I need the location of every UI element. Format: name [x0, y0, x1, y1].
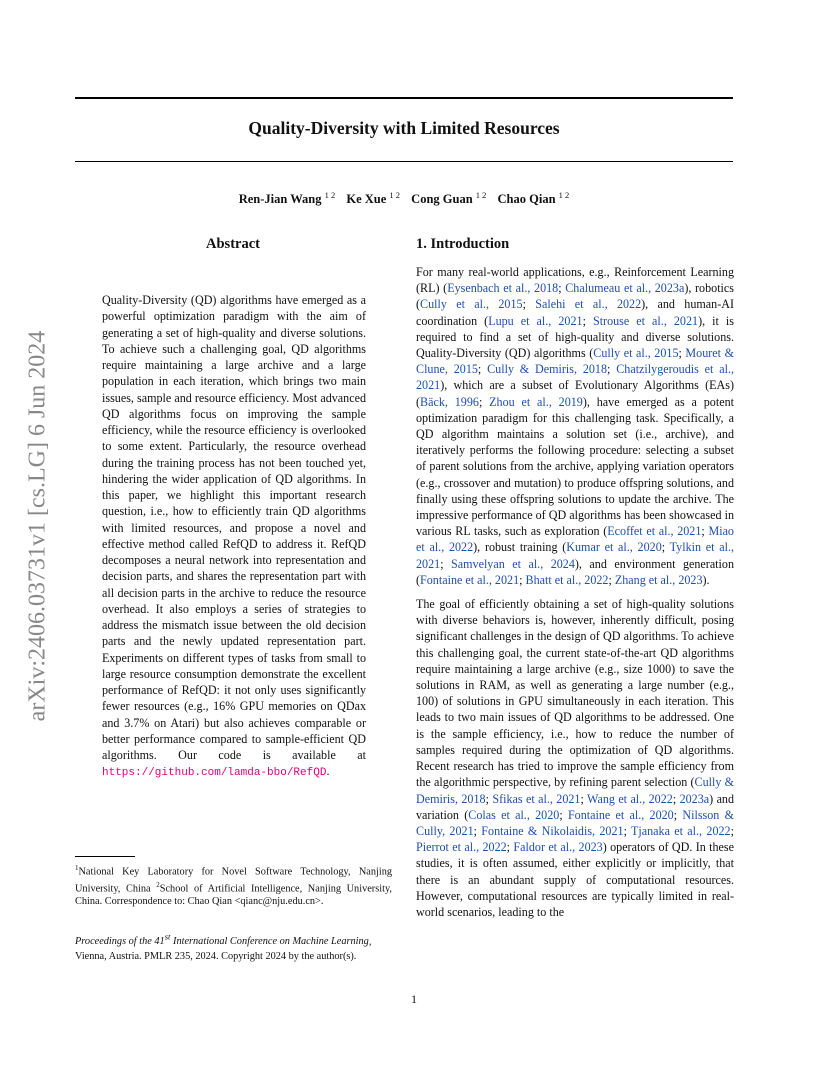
citation-link[interactable]: Nilsson & Cully, 2021 [416, 807, 734, 838]
introduction-heading: 1. Introduction [416, 236, 510, 252]
body-text: ; [608, 572, 615, 587]
body-text: ; [673, 807, 683, 822]
body-text: ; [582, 313, 593, 328]
citation-link[interactable]: Cully & Demiris, 2018 [487, 362, 608, 377]
citation-link[interactable]: Ecoffet et al., 2021 [607, 524, 702, 539]
citation-link[interactable]: Faldor et al., 2023 [513, 840, 603, 855]
body-text: ; [485, 791, 493, 806]
body-text: ), robotics ( [416, 281, 734, 312]
citation-link[interactable]: Cully & Demiris, 2018 [416, 775, 735, 806]
author: Chao Qian $^{1 2}$ [497, 190, 570, 207]
paper-title: Quality-Diversity with Limited Resources [248, 118, 560, 138]
citation-link[interactable]: Zhang et al., 2023 [614, 572, 703, 587]
body-text: ; [440, 556, 452, 571]
body-text: ; [478, 394, 490, 409]
title-bottom-rule [75, 161, 733, 162]
citation-link[interactable]: Colas et al., 2020 [468, 807, 560, 822]
citation-link[interactable]: Eysenbach et al., 2018 [447, 281, 559, 296]
citation-link[interactable]: Strouse et al., 2021 [592, 313, 699, 328]
citation-link[interactable]: 2023a [679, 791, 710, 806]
body-text: ). [702, 572, 710, 587]
body-text: ; [672, 791, 680, 806]
body-text: ; [558, 281, 566, 296]
citation-link[interactable]: Bhatt et al., 2022 [525, 572, 609, 587]
citation-link[interactable]: Tjanaka et al., 2022 [631, 823, 731, 838]
citation-link[interactable]: Fontaine et al., 2021 [420, 572, 520, 587]
affiliation-footnote: $^1$National Key Laboratory for Novel Software Technology, Nanjing University, China $^2$School of Artificial Intelligence, Nanjing University, China. Correspondence to: Chao Qian <qianc@nju.edu.cn>. [75, 864, 392, 908]
code-url-link[interactable]: https://github.com/lamda-bbo/RefQD [102, 767, 327, 780]
citation-link[interactable]: Chalumeau et al., 2023a [565, 281, 685, 296]
citation-link[interactable]: Kumar et al., 2020 [566, 540, 662, 555]
body-text: ; [477, 362, 488, 377]
body-text: ; [522, 297, 536, 312]
body-text: ; [623, 823, 632, 838]
citation-link[interactable]: Zhou et al., 2019 [489, 394, 583, 409]
footnote-rule [75, 856, 135, 857]
citation-link[interactable]: Tylkin et al., 2021 [416, 540, 734, 571]
body-text: ; [580, 791, 588, 806]
citation-link[interactable]: Fontaine et al., 2020 [567, 807, 674, 822]
abstract-body: Quality-Diversity (QD) algorithms have emerged as a powerful optimization paradigm with the aim of generating a set of high-quality and diverse solutions. To achieve such a challenging goal, QD algorithms require maintaining a large archive and a large population in each iteration, which brings two main issues, sample and resource efficiency. Most advanced QD algorithms focus on improving the sample efficiency, while the resource efficiency is overlooked to some extent. Particularly, the resource overhead during the training process has not been touched yet, hindering the wider application of QD algorithms. In this paper, we highlight this important research question, i.e., how to efficiently train QD algorithms with limited resources, and propose a novel and effective method called RefQD to address it. RefQD decomposes a neural network into representation and decision parts, and shares the representation part with all decision parts in the archive to reduce the resource overhead. It also employs a series of strategies to address the mismatch issue between the old decision parts and the newly updated representation part. Experiments on different types of tasks from small to large resource consumption demonstrate the excellent performance of RefQD: it not only uses significantly fewer resources (e.g., 16% GPU memories on QDax and 3.7% on Atari) but also achieves comparable or better performance compared to sample-efficient QD algorithms. Our code is available at https://github.com/lamda-bbo/RefQD. [102, 293, 366, 780]
citation-link[interactable]: Fontaine & Nikolaidis, 2021 [481, 823, 624, 838]
author-list [75, 190, 733, 207]
author: Ren-Jian Wang $^{1 2}$ [238, 190, 336, 207]
body-text: The goal of efficiently obtaining a set of high-quality solutions with diverse behaviors is, however, inherently difficult, posing significant challenges in the design of QD algorithms. To achieve this challenging goal, the current state-of-the-art QD algorithms require maintaining a large archive (e.g., size 1000) to save the solutions in RAM, as well as generating a large number (e.g., 100) of solutions in GPU simultaneously in each iteration. This leads to two main issues of QD algorithms to be addressed. One is the sample efficiency, i.e., how to reduce the number of samples required during the optimization of QD algorithms. Recent research has tried to improve the sample efficiency from the algorithmic perspective, by refining parent selection ( [416, 597, 734, 790]
citation-link[interactable]: Lupu et al., 2021 [488, 313, 583, 328]
body-text: ) operators of QD. In these studies, it is often assumed, either explicitly or implicitly, that there is an abundant supply of computational resources. However, computational resources are typically limited in real-world scenarios, leading to the [416, 840, 734, 919]
body-text: ), and environment generation ( [416, 556, 734, 587]
intro-paragraph-2 [416, 596, 734, 920]
body-text: ), and human-AI coordination ( [416, 297, 734, 328]
body-text: ; [678, 346, 686, 361]
author: Cong Guan $^{1 2}$ [411, 190, 487, 207]
body-text: ; [607, 362, 617, 377]
body-text: For many real-world applications, e.g., Reinforcement Learning (RL) ( [416, 265, 734, 296]
citation-link[interactable]: Cully et al., 2015 [420, 297, 523, 312]
body-text: ; [559, 807, 568, 822]
citation-link[interactable]: Bäck, 1996 [420, 394, 479, 409]
citation-link[interactable]: Chatzilygeroudis et al., 2021 [416, 362, 734, 393]
body-text: ) and variation ( [416, 791, 735, 822]
citation-link[interactable]: Mouret & Clune, 2015 [416, 346, 734, 377]
citation-link[interactable]: Wang et al., 2022 [587, 791, 673, 806]
citation-link[interactable]: Miao et al., 2022 [416, 524, 734, 555]
body-text: ; [473, 823, 482, 838]
citation-link[interactable]: Samvelyan et al., 2024 [451, 556, 575, 571]
abstract-heading: Abstract [206, 236, 260, 252]
citation-link[interactable]: Sfikas et al., 2021 [492, 791, 581, 806]
body-text: ), which are a subset of Evolutionary Algorithms (EAs) ( [416, 378, 734, 409]
body-text: ; [519, 572, 526, 587]
introduction-body [416, 264, 734, 928]
body-text: ; [730, 823, 734, 838]
body-text: ), it is required to find a set of high-quality and diverse solutions. Quality-Diversity (QD) algorithms ( [416, 313, 734, 361]
title-top-rule [75, 97, 733, 99]
intro-paragraph-1 [416, 264, 734, 588]
proceedings-note: Proceedings of the 41st International Conference on Machine Learning, Vienna, Austria. PMLR 235, 2024. Copyright 2024 by the author(s). [75, 932, 372, 963]
body-text: ; [661, 540, 670, 555]
arxiv-identifier: arXiv:2406.03731v1 [cs.LG] 6 Jun 2024 [24, 330, 51, 722]
citation-link[interactable]: Cully et al., 2015 [593, 346, 679, 361]
citation-link[interactable]: Salehi et al., 2022 [535, 297, 642, 312]
author: Ke Xue $^{1 2}$ [346, 190, 401, 207]
body-text: ; [701, 524, 709, 539]
body-text: ), have emerged as a potent optimization paradigm for this challenging task. Specifically, a QD algorithm maintains a solution set (i.e., archive), and iteratively performs the following procedure: selecting a subset of parent solutions from the archive, applying variation operators (e.g., crossover and mutation) to produce offspring solutions, and finally using these offspring solutions to update the archive. The impressive performance of QD algorithms has been showcased in various RL tasks, such as exploration ( [416, 394, 734, 539]
citation-link[interactable]: Pierrot et al., 2022 [416, 840, 507, 855]
body-text: ; [506, 840, 514, 855]
page-number: 1 [411, 992, 417, 1006]
body-text: ), robust training ( [473, 540, 567, 555]
